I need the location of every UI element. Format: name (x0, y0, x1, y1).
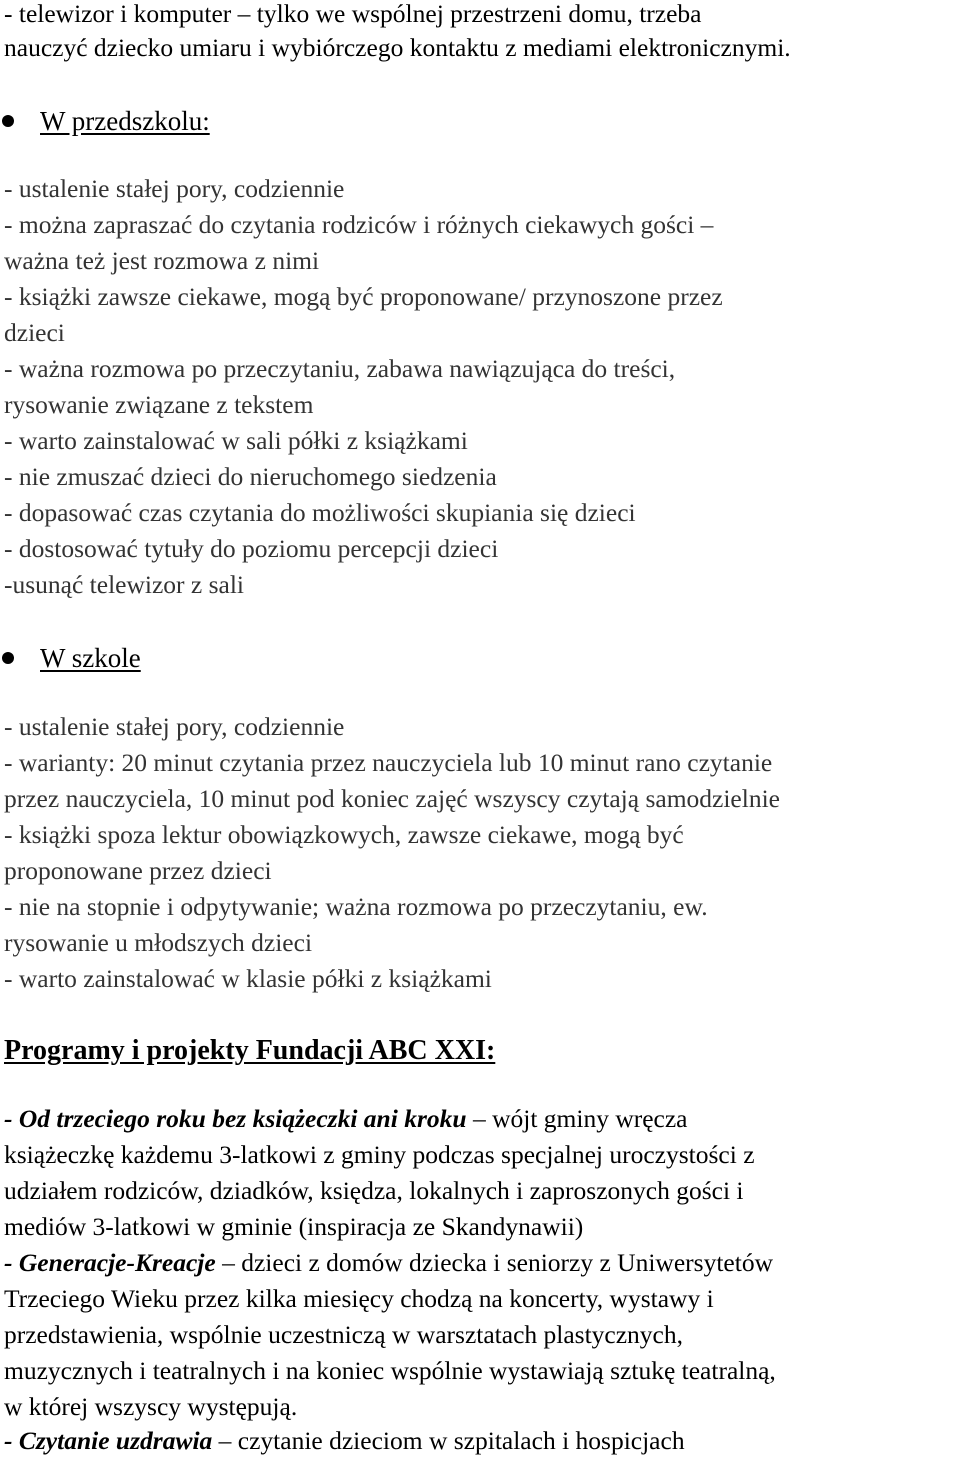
section-heading-szkola: W szkole (40, 643, 141, 673)
intro-line: nauczyć dziecko umiaru i wybiórczego kontaktu z mediami elektronicznymi. (4, 33, 791, 62)
program-text: – wójt gminy wręcza (466, 1104, 688, 1133)
program-text: – czytanie dzieciom w szpitalach i hospicjach (212, 1426, 685, 1455)
program-paragraph-line: mediów 3-latkowi w gminie (inspiracja ze Skandynawii) (4, 1212, 584, 1241)
program-title: - Czytanie uzdrawia (4, 1426, 213, 1455)
program-paragraph-line (4, 1245, 773, 1281)
list-item: - książki spoza lektur obowiązkowych, zawsze ciekawe, mogą być (4, 820, 684, 849)
list-item: -usunąć telewizor z sali (4, 570, 245, 599)
bullet-icon (2, 652, 14, 664)
list-item: - ważna rozmowa po przeczytaniu, zabawa nawiązująca do treści, (4, 354, 676, 383)
program-paragraph-line (4, 1423, 685, 1459)
section-heading-przedszkole: W przedszkolu: (40, 106, 210, 136)
list-item: rysowanie związane z tekstem (4, 390, 314, 419)
program-paragraph-line: muzycznych i teatralnych i na koniec wspólnie wystawiają sztukę teatralną, (4, 1356, 776, 1385)
program-title: - Generacje-Kreacje (4, 1248, 216, 1277)
section-heading-programy: Programy i projekty Fundacji ABC XXI: (4, 1035, 496, 1066)
list-item: - nie zmuszać dzieci do nieruchomego siedzenia (4, 462, 497, 491)
bullet-icon (2, 115, 14, 127)
list-item: - ustalenie stałej pory, codziennie (4, 174, 345, 203)
list-item: - nie na stopnie i odpytywanie; ważna rozmowa po przeczytaniu, ew. (4, 892, 708, 921)
intro-line: - telewizor i komputer – tylko we wspólnej przestrzeni domu, trzeba (4, 0, 702, 28)
list-item: proponowane przez dzieci (4, 856, 272, 885)
list-item: - warto zainstalować w klasie półki z książkami (4, 964, 492, 993)
list-item: - dostosować tytuły do poziomu percepcji dzieci (4, 534, 499, 563)
list-item: przez nauczyciela, 10 minut pod koniec zajęć wszyscy czytają samodzielnie (4, 784, 780, 813)
list-item: - ustalenie stałej pory, codziennie (4, 712, 345, 741)
list-item: - warto zainstalować w sali półki z książkami (4, 426, 468, 455)
list-item: ważna też jest rozmowa z nimi (4, 246, 320, 275)
program-paragraph-line: Trzeciego Wieku przez kilka miesięcy chodzą na koncerty, wystawy i (4, 1284, 714, 1313)
list-item: rysowanie u młodszych dzieci (4, 928, 313, 957)
program-paragraph-line: przedstawienia, wspólnie uczestniczą w warsztatach plastycznych, (4, 1320, 683, 1349)
program-paragraph-line: książeczkę każdemu 3-latkowi z gminy podczas specjalnej uroczystości z (4, 1140, 755, 1169)
list-item: - warianty: 20 minut czytania przez nauczyciela lub 10 minut rano czytanie (4, 748, 773, 777)
program-paragraph-line: udziałem rodziców, dziadków, księdza, lokalnych i zaproszonych gości i (4, 1176, 744, 1205)
program-text: – dzieci z domów dziecka i seniorzy z Uniwersytetów (215, 1248, 773, 1277)
program-paragraph-line (4, 1101, 688, 1137)
list-item: - dopasować czas czytania do możliwości skupiania się dzieci (4, 498, 636, 527)
list-item: - książki zawsze ciekawe, mogą być proponowane/ przynoszone przez (4, 282, 723, 311)
program-title: - Od trzeciego roku bez książeczki ani kroku (4, 1104, 467, 1133)
program-paragraph-line: w której wszyscy występują. (4, 1392, 298, 1421)
list-item: dzieci (4, 318, 65, 347)
list-item: - można zapraszać do czytania rodziców i różnych ciekawych gości – (4, 210, 714, 239)
